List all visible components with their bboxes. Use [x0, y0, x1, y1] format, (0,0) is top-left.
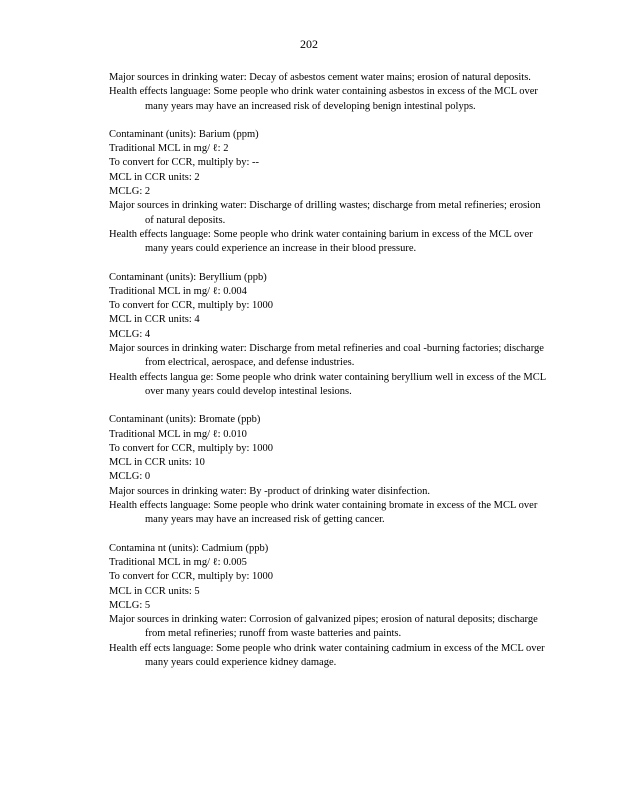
contaminant-block-barium: [109, 128, 549, 257]
ccr-multiplier: To convert for CCR, multiply by: 1000: [109, 571, 274, 583]
traditional-mcl: Traditional MCL in mg/ ℓ: 0.005: [109, 556, 247, 568]
major-sources: Major sources in drinking water: Discharge of drilling wastes; discharge from metal refineries; erosion of natural deposits.: [109, 200, 541, 226]
contaminant-name: Contaminant (units): Beryllium (ppb): [109, 271, 267, 283]
major-sources: Major sources in drinking water: Discharge from metal refineries and coal -burning factories; discharge from electrical, aerospace, and defense industries.: [109, 343, 544, 369]
contaminant-name: Contamina nt (units): Cadmium (ppb): [109, 542, 269, 554]
document-body: [109, 71, 549, 670]
contaminant-name: Contaminant (units): Barium (ppm): [109, 128, 259, 140]
mcl-ccr-units: MCL in CCR units: 2: [109, 171, 200, 183]
mclg: MCLG: 5: [109, 599, 151, 611]
intro-health-effects: Health effects language: Some people who drink water containing asbestos in excess of the MCL over many years may have an increased risk of developing benign intestinal polyps.: [109, 86, 538, 112]
major-sources: Major sources in drinking water: Corrosion of galvanized pipes; erosion of natural deposits; discharge from metal refineries; runoff from waste batteries and paints.: [109, 614, 538, 640]
contaminant-block-bromate: [109, 413, 549, 527]
mclg: MCLG: 2: [109, 186, 151, 198]
health-effects: Health effects langua ge: Some people who drink water containing beryllium well in excess of the MCL over many years could develop intestinal lesions.: [109, 371, 546, 397]
mclg: MCLG: 4: [109, 328, 151, 340]
traditional-mcl: Traditional MCL in mg/ ℓ: 2: [109, 143, 229, 155]
traditional-mcl: Traditional MCL in mg/ ℓ: 0.004: [109, 285, 247, 297]
ccr-multiplier: To convert for CCR, multiply by: 1000: [109, 300, 274, 312]
contaminant-block-cadmium: [109, 542, 549, 671]
mcl-ccr-units: MCL in CCR units: 10: [109, 457, 205, 469]
intro-sources: Major sources in drinking water: Decay of asbestos cement water mains; erosion of natural deposits.: [109, 72, 531, 83]
ccr-multiplier: To convert for CCR, multiply by: 1000: [109, 442, 274, 454]
contaminant-block-beryllium: [109, 271, 549, 400]
traditional-mcl: Traditional MCL in mg/ ℓ: 0.010: [109, 428, 247, 440]
page-number: 202: [300, 37, 318, 51]
health-effects: Health effects language: Some people who drink water containing barium in excess of the MCL over many years could experience an increase in their blood pressure.: [109, 228, 533, 255]
health-effects: Health eff ects language: Some people who drink water containing cadmium in excess of the MCL over many years could experience kidney damage.: [109, 642, 545, 668]
mcl-ccr-units: MCL in CCR units: 5: [109, 585, 200, 597]
ccr-multiplier: To convert for CCR, multiply by: --: [109, 157, 260, 169]
mcl-ccr-units: MCL in CCR units: 4: [109, 314, 200, 326]
mclg: MCLG: 0: [109, 471, 151, 483]
major-sources: Major sources in drinking water: By -product of drinking water disinfection.: [109, 485, 431, 497]
contaminant-name: Contaminant (units): Bromate (ppb): [109, 414, 261, 426]
health-effects: Health effects language: Some people who drink water containing bromate in excess of the MCL over many years may have an increased risk of getting cancer.: [109, 500, 538, 526]
